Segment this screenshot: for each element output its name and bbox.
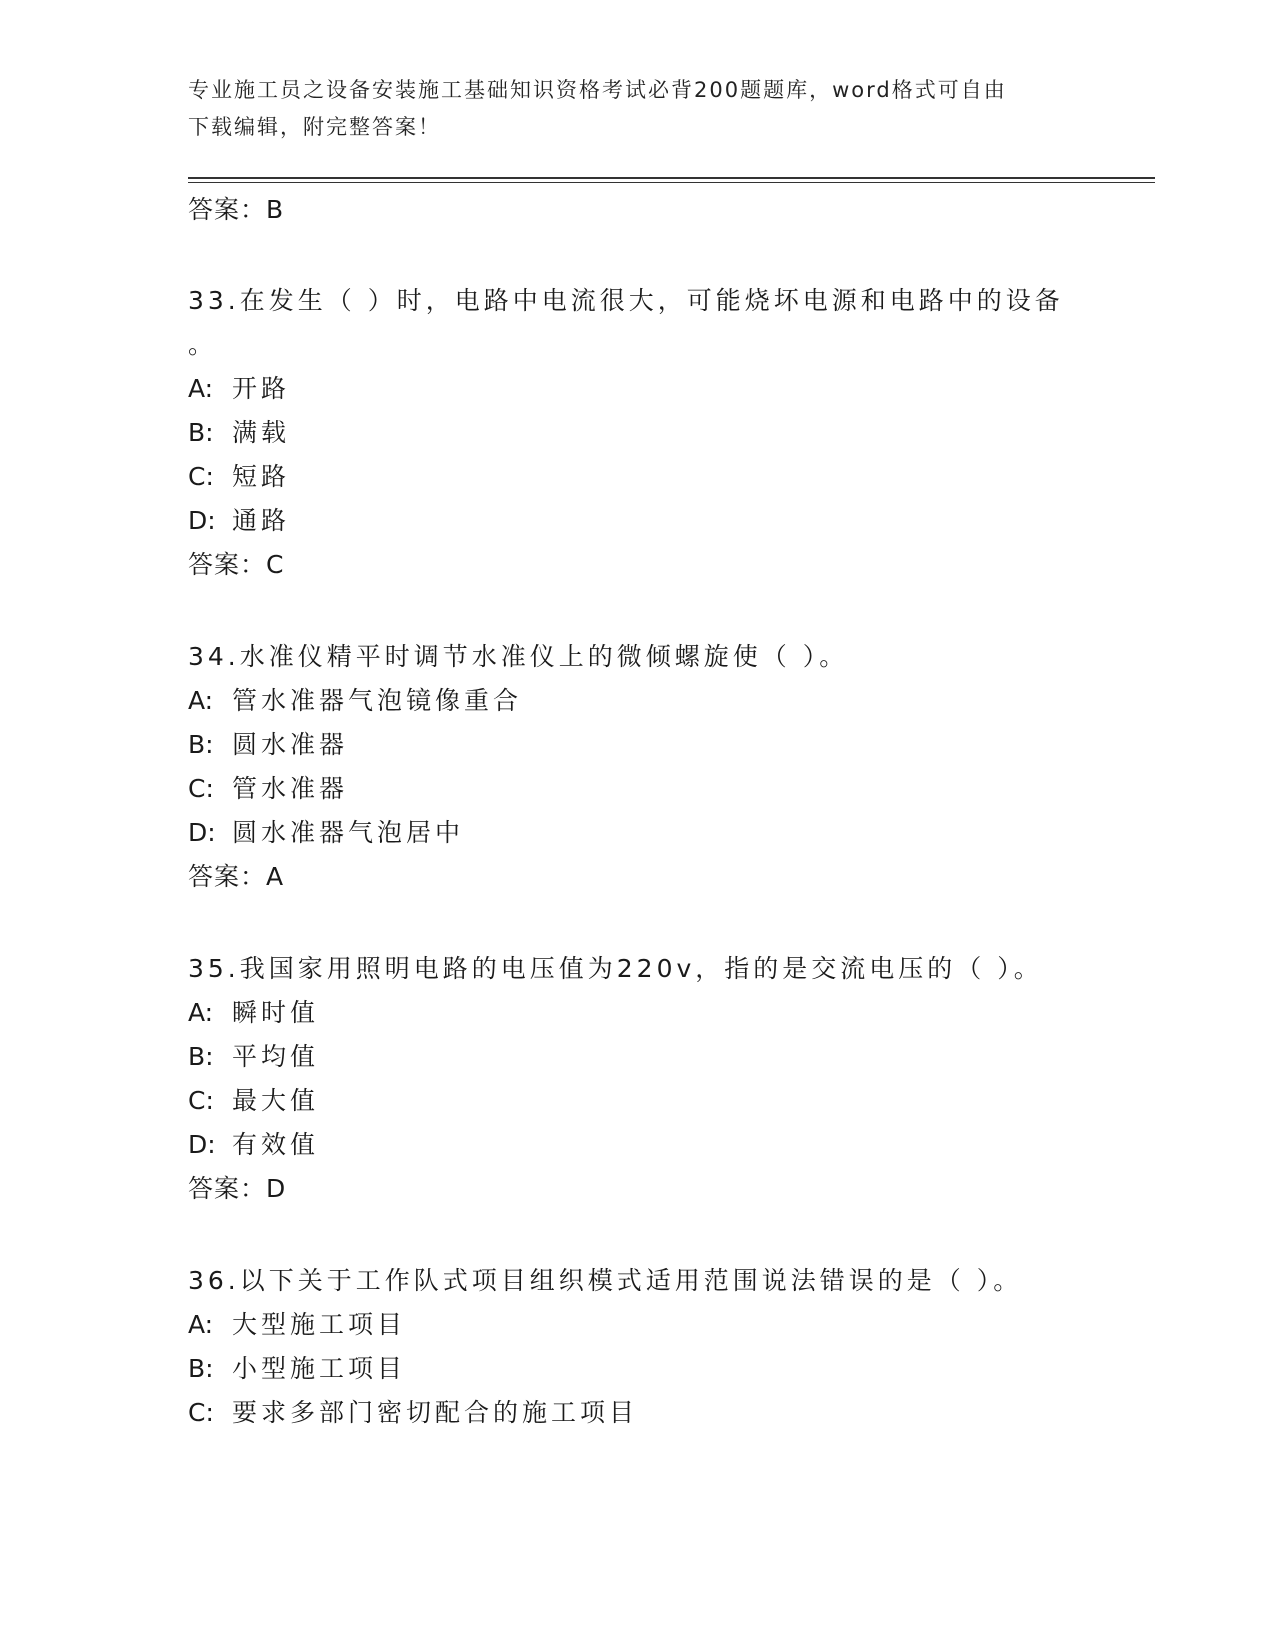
option-text: 瞬时值 (232, 998, 320, 1027)
previous-answer: 答案：B (188, 195, 285, 224)
question-34-option-c (188, 772, 348, 806)
option-label: D: (188, 818, 216, 847)
option-label: B: (188, 730, 214, 759)
question-35-option-c (188, 1084, 319, 1118)
option-label: B: (188, 1042, 214, 1071)
question-35-option-b (188, 1040, 319, 1074)
option-text: 圆水准器气泡居中 (232, 818, 465, 847)
question-33-option-c (188, 460, 290, 494)
question-34-stem: 34.水准仪精平时调节水准仪上的微倾螺旋使（ ）。 (188, 642, 849, 671)
option-label: D: (188, 506, 216, 535)
question-36-stem: 36.以下关于工作队式项目组织模式适用范围说法错误的是（ ）。 (188, 1266, 1023, 1295)
option-text: 开路 (232, 374, 291, 403)
option-label: A: (188, 1310, 214, 1339)
question-33-stem: 33.在发生（ ）时，电路中电流很大，可能烧坏电源和电路中的设备 (188, 286, 1064, 315)
header-divider-thick (188, 177, 1155, 179)
question-33-option-d (188, 504, 290, 538)
question-36-option-a (188, 1308, 406, 1342)
question-35-option-d (188, 1128, 319, 1162)
option-label: D: (188, 1130, 216, 1159)
question-36-option-b (188, 1352, 406, 1386)
question-34-option-d (188, 816, 464, 850)
option-label: B: (188, 1354, 214, 1383)
option-label: B: (188, 418, 214, 447)
option-text: 要求多部门密切配合的施工项目 (232, 1398, 639, 1427)
question-33-option-b (188, 416, 290, 450)
option-label: C: (188, 1398, 214, 1427)
option-label: C: (188, 462, 214, 491)
header-divider-thin (188, 182, 1155, 183)
option-text: 管水准器 (232, 774, 349, 803)
question-36-option-c (188, 1396, 638, 1430)
option-text: 满载 (232, 418, 291, 447)
option-label: A: (188, 998, 214, 1027)
question-34-answer: 答案：A (188, 862, 285, 891)
option-label: C: (188, 1086, 214, 1115)
question-33-answer: 答案：C (188, 550, 285, 579)
option-label: A: (188, 686, 214, 715)
question-34-option-a (188, 684, 522, 718)
option-label: C: (188, 774, 214, 803)
question-35-option-a (188, 996, 319, 1030)
option-text: 有效值 (232, 1130, 320, 1159)
option-text: 通路 (232, 506, 291, 535)
page-header (188, 72, 1088, 146)
option-text: 圆水准器 (232, 730, 349, 759)
question-34-option-b (188, 728, 348, 762)
option-text: 小型施工项目 (232, 1354, 407, 1383)
option-text: 短路 (232, 462, 291, 491)
option-text: 最大值 (232, 1086, 320, 1115)
question-35-answer: 答案：D (188, 1174, 287, 1203)
option-text: 管水准器气泡镜像重合 (232, 686, 523, 715)
question-33-stem-cont: 。 (188, 330, 218, 359)
option-label: A: (188, 374, 214, 403)
header-line-2: 下载编辑，附完整答案！ (188, 115, 441, 139)
option-text: 平均值 (232, 1042, 320, 1071)
option-text: 大型施工项目 (232, 1310, 407, 1339)
header-line-1: 专业施工员之设备安装施工基础知识资格考试必背200题题库，word格式可自由 (188, 78, 1007, 102)
question-35-stem: 35.我国家用照明电路的电压值为220v，指的是交流电压的（ ）。 (188, 954, 1043, 983)
question-33-option-a (188, 372, 290, 406)
